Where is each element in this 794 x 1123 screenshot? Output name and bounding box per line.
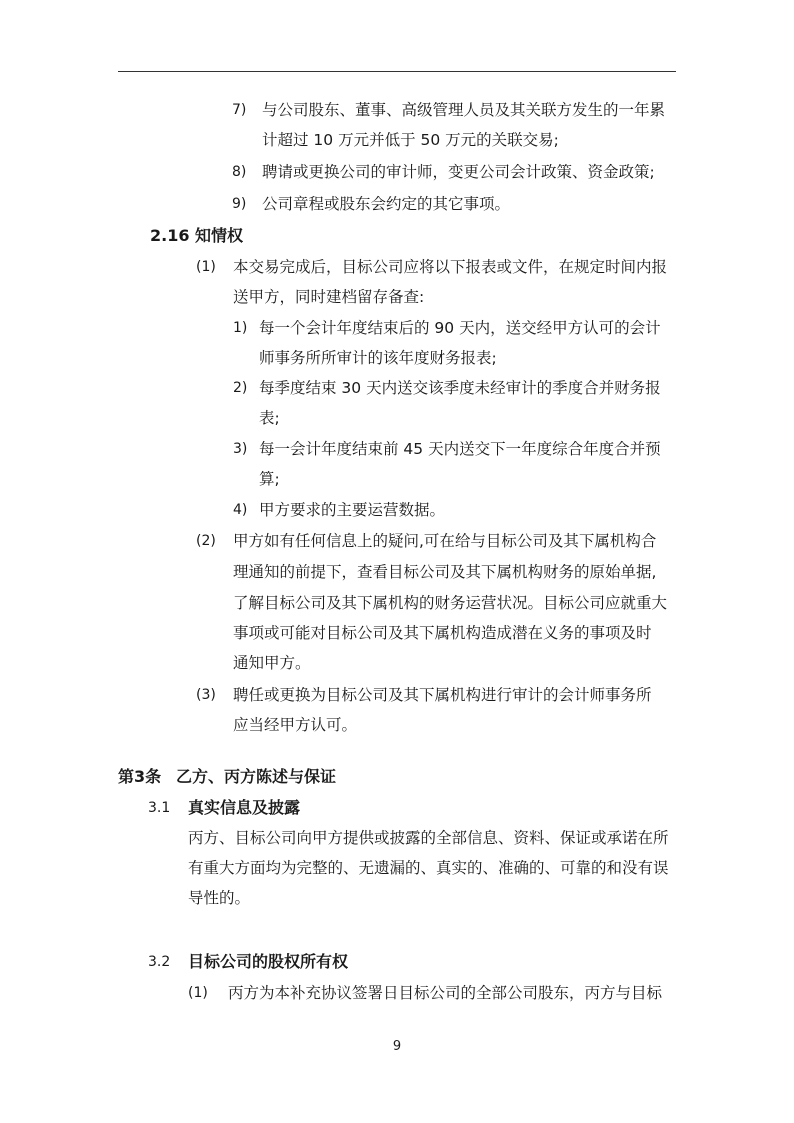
clause-2-16-2-line-2: 理通知的前提下，查看目标公司及其下属机构财务的原始单据,	[233, 563, 657, 581]
subitem-1-line-2: 师事务所所审计的该年度财务报表;	[259, 349, 497, 367]
clause-2-16-1-line-2: 送甲方，同时建档留存备查:	[233, 288, 425, 306]
item-9-number: 9)	[232, 196, 247, 212]
subitem-2-line-1: 每季度结束 30 天内送交该季度未经审计的季度合并财务报	[259, 379, 661, 397]
section-3-1-number: 3.1	[148, 800, 171, 816]
section-3-1-line-2: 有重大方面均为完整的、无遗漏的、真实的、准确的、可靠的和没有误	[188, 859, 669, 877]
clause-2-16-2-line-1: 甲方如有任何信息上的疑问,可在给与目标公司及其下属机构合	[233, 532, 657, 550]
subitem-3-line-1: 每一会计年度结束前 45 天内送交下一年度综合年度合并预	[259, 440, 661, 458]
item-8-number: 8)	[232, 164, 247, 180]
header-rule	[118, 71, 676, 72]
page-number: 9	[392, 1039, 402, 1054]
subitem-4-number: 4)	[233, 502, 248, 518]
item-9-line-1: 公司章程或股东会约定的其它事项。	[262, 195, 511, 213]
clause-2-16-3-number: (3)	[196, 687, 216, 703]
clause-3-2-1-number: (1)	[188, 985, 208, 1001]
clause-3-2-1-line-1: 丙方为本补充协议签署日目标公司的全部公司股东，丙方与目标	[228, 984, 663, 1002]
article-3-label: 第3条	[118, 767, 162, 786]
section-3-1-line-3: 导性的。	[188, 889, 251, 907]
subitem-1-number: 1)	[233, 320, 248, 336]
section-3-2-title: 目标公司的股权所有权	[188, 952, 349, 971]
clause-2-16-2-line-5: 通知甲方。	[233, 654, 311, 672]
subitem-2-number: 2)	[233, 380, 248, 396]
subitem-3-number: 3)	[233, 441, 248, 457]
article-3-title: 乙方、丙方陈述与保证	[176, 767, 337, 786]
section-3-2-number: 3.2	[148, 954, 171, 970]
item-7-line-2: 计超过 10 万元并低于 50 万元的关联交易;	[262, 131, 559, 149]
clause-2-16-3-line-1: 聘任或更换为目标公司及其下属机构进行审计的会计师事务所	[233, 686, 652, 704]
clause-2-16-1-number: (1)	[196, 259, 216, 275]
clause-2-16-2-line-3: 了解目标公司及其下属机构的财务运营状况。目标公司应就重大	[233, 594, 668, 612]
item-8-line-1: 聘请或更换公司的审计师，变更公司会计政策、资金政策;	[262, 163, 655, 181]
section-3-1-title: 真实信息及披露	[188, 798, 301, 817]
clause-2-16-2-line-4: 事项或可能对目标公司及其下属机构造成潜在义务的事项及时	[233, 624, 652, 642]
subitem-4-line-1: 甲方要求的主要运营数据。	[259, 501, 446, 519]
subitem-2-line-2: 表;	[259, 409, 280, 427]
item-7-number: 7)	[232, 102, 247, 118]
section-3-1-line-1: 丙方、目标公司向甲方提供或披露的全部信息、资料、保证或承诺在所	[188, 829, 669, 847]
clause-2-16-2-number: (2)	[196, 533, 216, 549]
subitem-1-line-1: 每一个会计年度结束后的 90 天内，送交经甲方认可的会计	[259, 319, 661, 337]
item-7-line-1: 与公司股东、董事、高级管理人员及其关联方发生的一年累	[262, 101, 666, 119]
subitem-3-line-2: 算;	[259, 470, 280, 488]
section-2-16-heading: 2.16 知情权	[150, 226, 244, 245]
clause-2-16-3-line-2: 应当经甲方认可。	[233, 716, 358, 734]
clause-2-16-1-line-1: 本交易完成后，目标公司应将以下报表或文件，在规定时间内报	[233, 258, 668, 276]
